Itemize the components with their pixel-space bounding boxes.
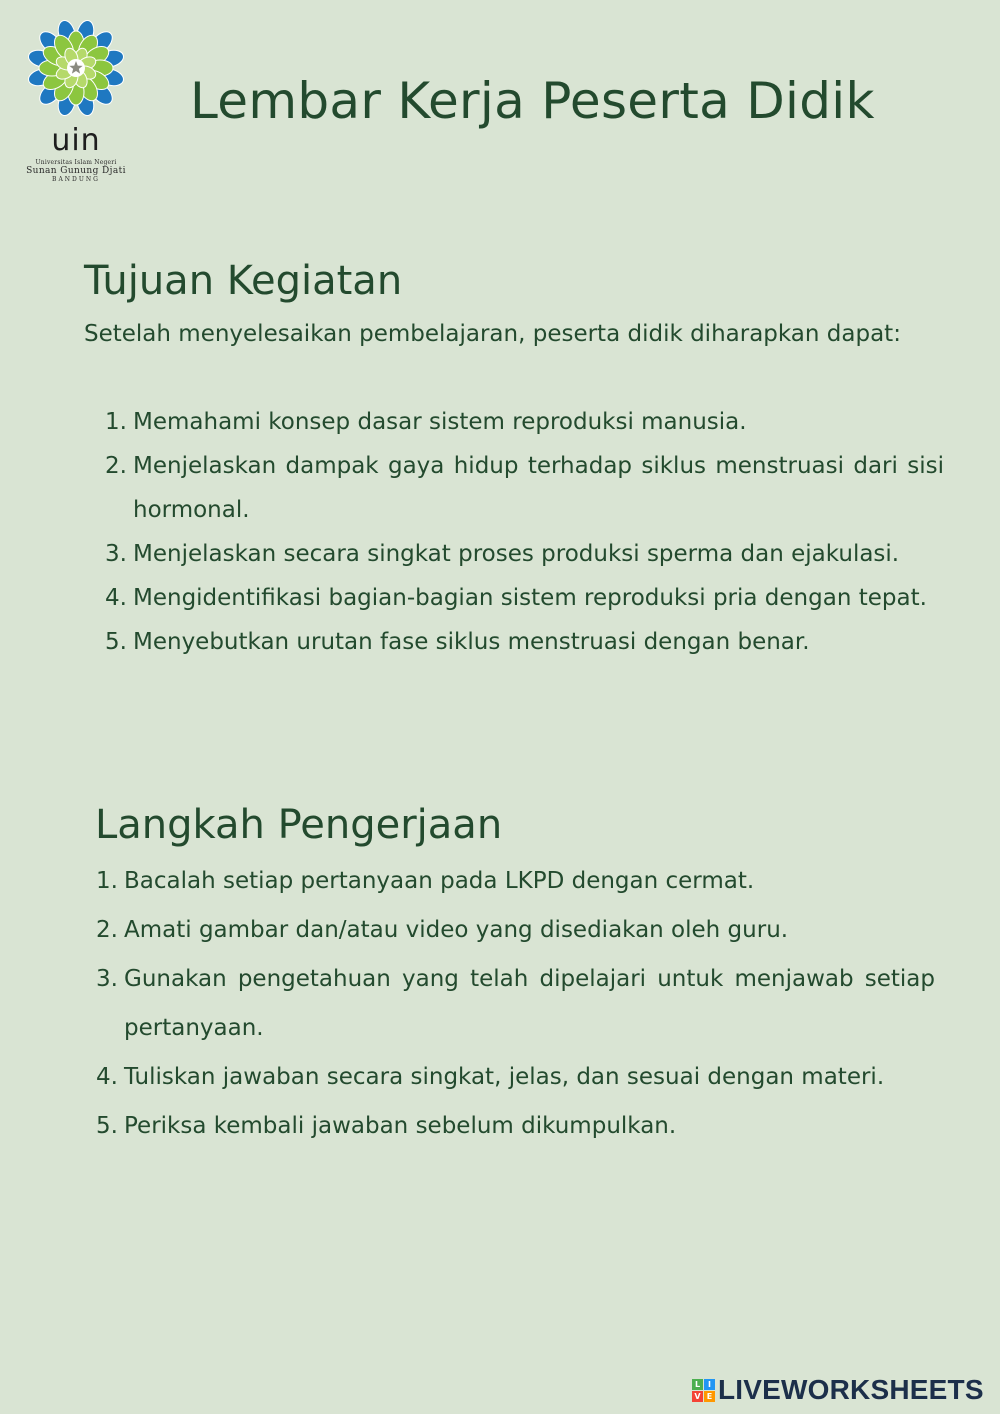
- list-item-text: Tuliskan jawaban secara singkat, jelas, dan sesuai dengan materi.: [124, 1064, 885, 1090]
- list-item-text: Gunakan pengetahuan yang telah dipelajari untuk menjawab setiap pertanyaan.: [124, 966, 935, 1041]
- list-item: [105, 532, 944, 576]
- list-item-text: Menyebutkan urutan fase siklus menstruasi dengan benar.: [133, 629, 810, 655]
- list-item-number: 4.: [96, 1064, 118, 1090]
- logo-caption-line1: Universitas Islam Negeri: [35, 159, 117, 166]
- list-item-text: Amati gambar dan/atau video yang disediakan oleh guru.: [124, 917, 789, 943]
- liveworksheets-icon-tile: L: [692, 1379, 703, 1390]
- list-item-text: Periksa kembali jawaban sebelum dikumpulkan.: [124, 1113, 677, 1139]
- list-item-number: 1.: [105, 409, 127, 435]
- list-item-number: 1.: [96, 868, 118, 894]
- list-item-text: Menjelaskan secara singkat proses produksi sperma dan ejakulasi.: [133, 541, 900, 567]
- list-item: [96, 857, 935, 906]
- list-item: [105, 400, 944, 444]
- liveworksheets-icon: [692, 1379, 715, 1402]
- list-item-text: Mengidentifikasi bagian-bagian sistem reproduksi pria dengan tepat.: [133, 585, 927, 611]
- list-item-number: 5.: [105, 629, 127, 655]
- list-item-text: Memahami konsep dasar sistem reproduksi manusia.: [133, 409, 747, 435]
- liveworksheets-wordmark: LIVEWORKSHEETS: [718, 1374, 984, 1405]
- list-item-number: 4.: [105, 585, 127, 611]
- langkah-list: [96, 857, 935, 1151]
- list-item-text: Bacalah setiap pertanyaan pada LKPD dengan cermat.: [124, 868, 755, 894]
- list-item-number: 5.: [96, 1113, 118, 1139]
- list-item: [105, 444, 944, 532]
- list-item-number: 2.: [96, 917, 118, 943]
- list-item: [96, 906, 935, 955]
- list-item-number: 2.: [105, 453, 127, 479]
- logo-caption-line3: BANDUNG: [52, 176, 100, 183]
- list-item: [96, 1102, 935, 1151]
- list-item: [96, 955, 935, 1053]
- list-item: [105, 576, 944, 620]
- liveworksheets-icon-tile: E: [704, 1391, 715, 1402]
- tujuan-list: [105, 400, 944, 664]
- section-heading-langkah: Langkah Pengerjaan: [95, 802, 503, 848]
- section-heading-tujuan: Tujuan Kegiatan: [84, 258, 403, 304]
- list-item: [96, 1053, 935, 1102]
- liveworksheets-icon-tile: V: [692, 1391, 703, 1402]
- list-item: [105, 620, 944, 664]
- list-item-number: 3.: [105, 541, 127, 567]
- flower-emblem-icon: [14, 12, 138, 124]
- university-logo: [14, 12, 138, 188]
- list-item-text: Menjelaskan dampak gaya hidup terhadap siklus menstruasi dari sisi hormonal.: [133, 453, 944, 523]
- logo-acronym: uin: [51, 123, 101, 158]
- logo-caption: [14, 160, 138, 183]
- tujuan-intro: Setelah menyelesaikan pembelajaran, peserta didik diharapkan dapat:: [84, 321, 901, 347]
- list-item-number: 3.: [96, 966, 118, 992]
- liveworksheets-icon-tile: I: [704, 1379, 715, 1390]
- page-title: Lembar Kerja Peserta Didik: [190, 72, 875, 130]
- logo-caption-line2: Sunan Gunung Djati: [26, 166, 126, 176]
- liveworksheets-brand: [692, 1374, 984, 1406]
